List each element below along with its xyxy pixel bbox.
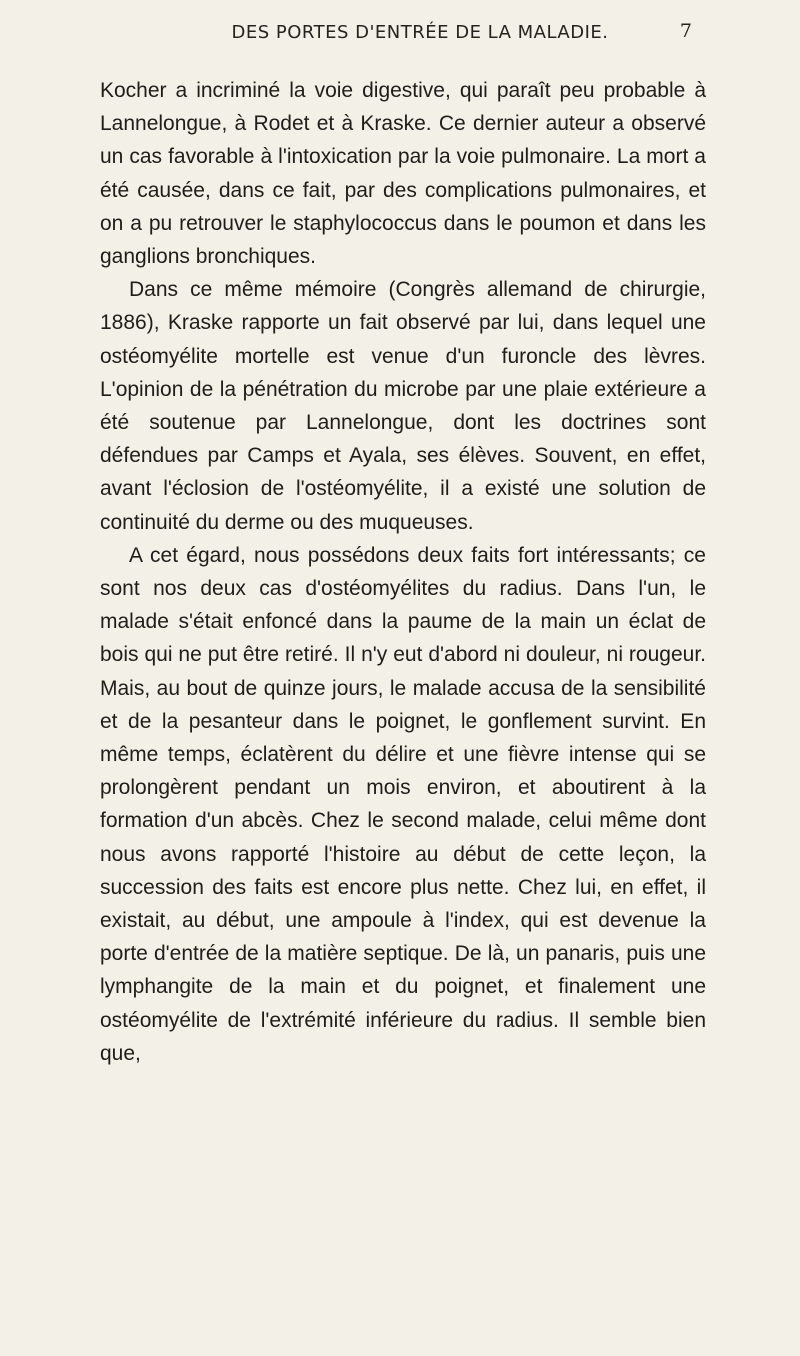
paragraph-1: Kocher a incriminé la voie digestive, qui paraît peu probable à Lannelongue, à Rodet et à Kraske. Ce dernier auteur a observé un cas favorable à l'intoxication par la voie pulmonaire. La mort a été causée, dans ce fait, par des complications pulmonaires, et on a pu retrouver le staphylococcus dans le poumon et dans les ganglions bronchiques.: [100, 79, 706, 269]
body-text: [100, 74, 706, 1070]
paragraph-2: Dans ce même mémoire (Congrès allemand de chirurgie, 1886), Kraske rapporte un fait observé par lui, dans lequel une ostéomyélite mortelle est venue d'un furoncle des lèvres. L'opinion de la pénétration du microbe par une plaie extérieure a été soutenue par Lannelongue, dont les doctrines sont défendues par Camps et Ayala, ses élèves. Souvent, en effet, avant l'éclosion de l'ostéomyélite, il a existé une solution de continuité du derme ou des muqueuses.: [100, 278, 706, 534]
running-title: DES PORTES D'ENTRÉE DE LA MALADIE.: [231, 22, 609, 43]
paragraph-3: A cet égard, nous possédons deux faits fort intéressants; ce sont nos deux cas d'ostéomyélites du radius. Dans l'un, le malade s'était enfoncé dans la paume de la main un éclat de bois qui ne put être retiré. Il n'y eut d'abord ni douleur, ni rougeur. Mais, au bout de quinze jours, le malade accusa de la sensibilité et de la pesanteur dans le poignet, le gonflement survint. En même temps, éclatèrent du délire et une fièvre intense qui se prolongèrent pendant un mois environ, et aboutirent à la formation d'un abcès. Chez le second malade, celui même dont nous avons rapporté l'histoire au début de cette leçon, la succession des faits est encore plus nette. Chez lui, en effet, il existait, au début, une ampoule à l'index, qui est devenue la porte d'entrée de la matière septique. De là, un panaris, puis une lymphangite de la main et du poignet, et finalement une ostéomyélite de l'extrémité inférieure du radius. Il semble bien que,: [100, 543, 706, 1065]
page-number: 7: [679, 20, 692, 42]
